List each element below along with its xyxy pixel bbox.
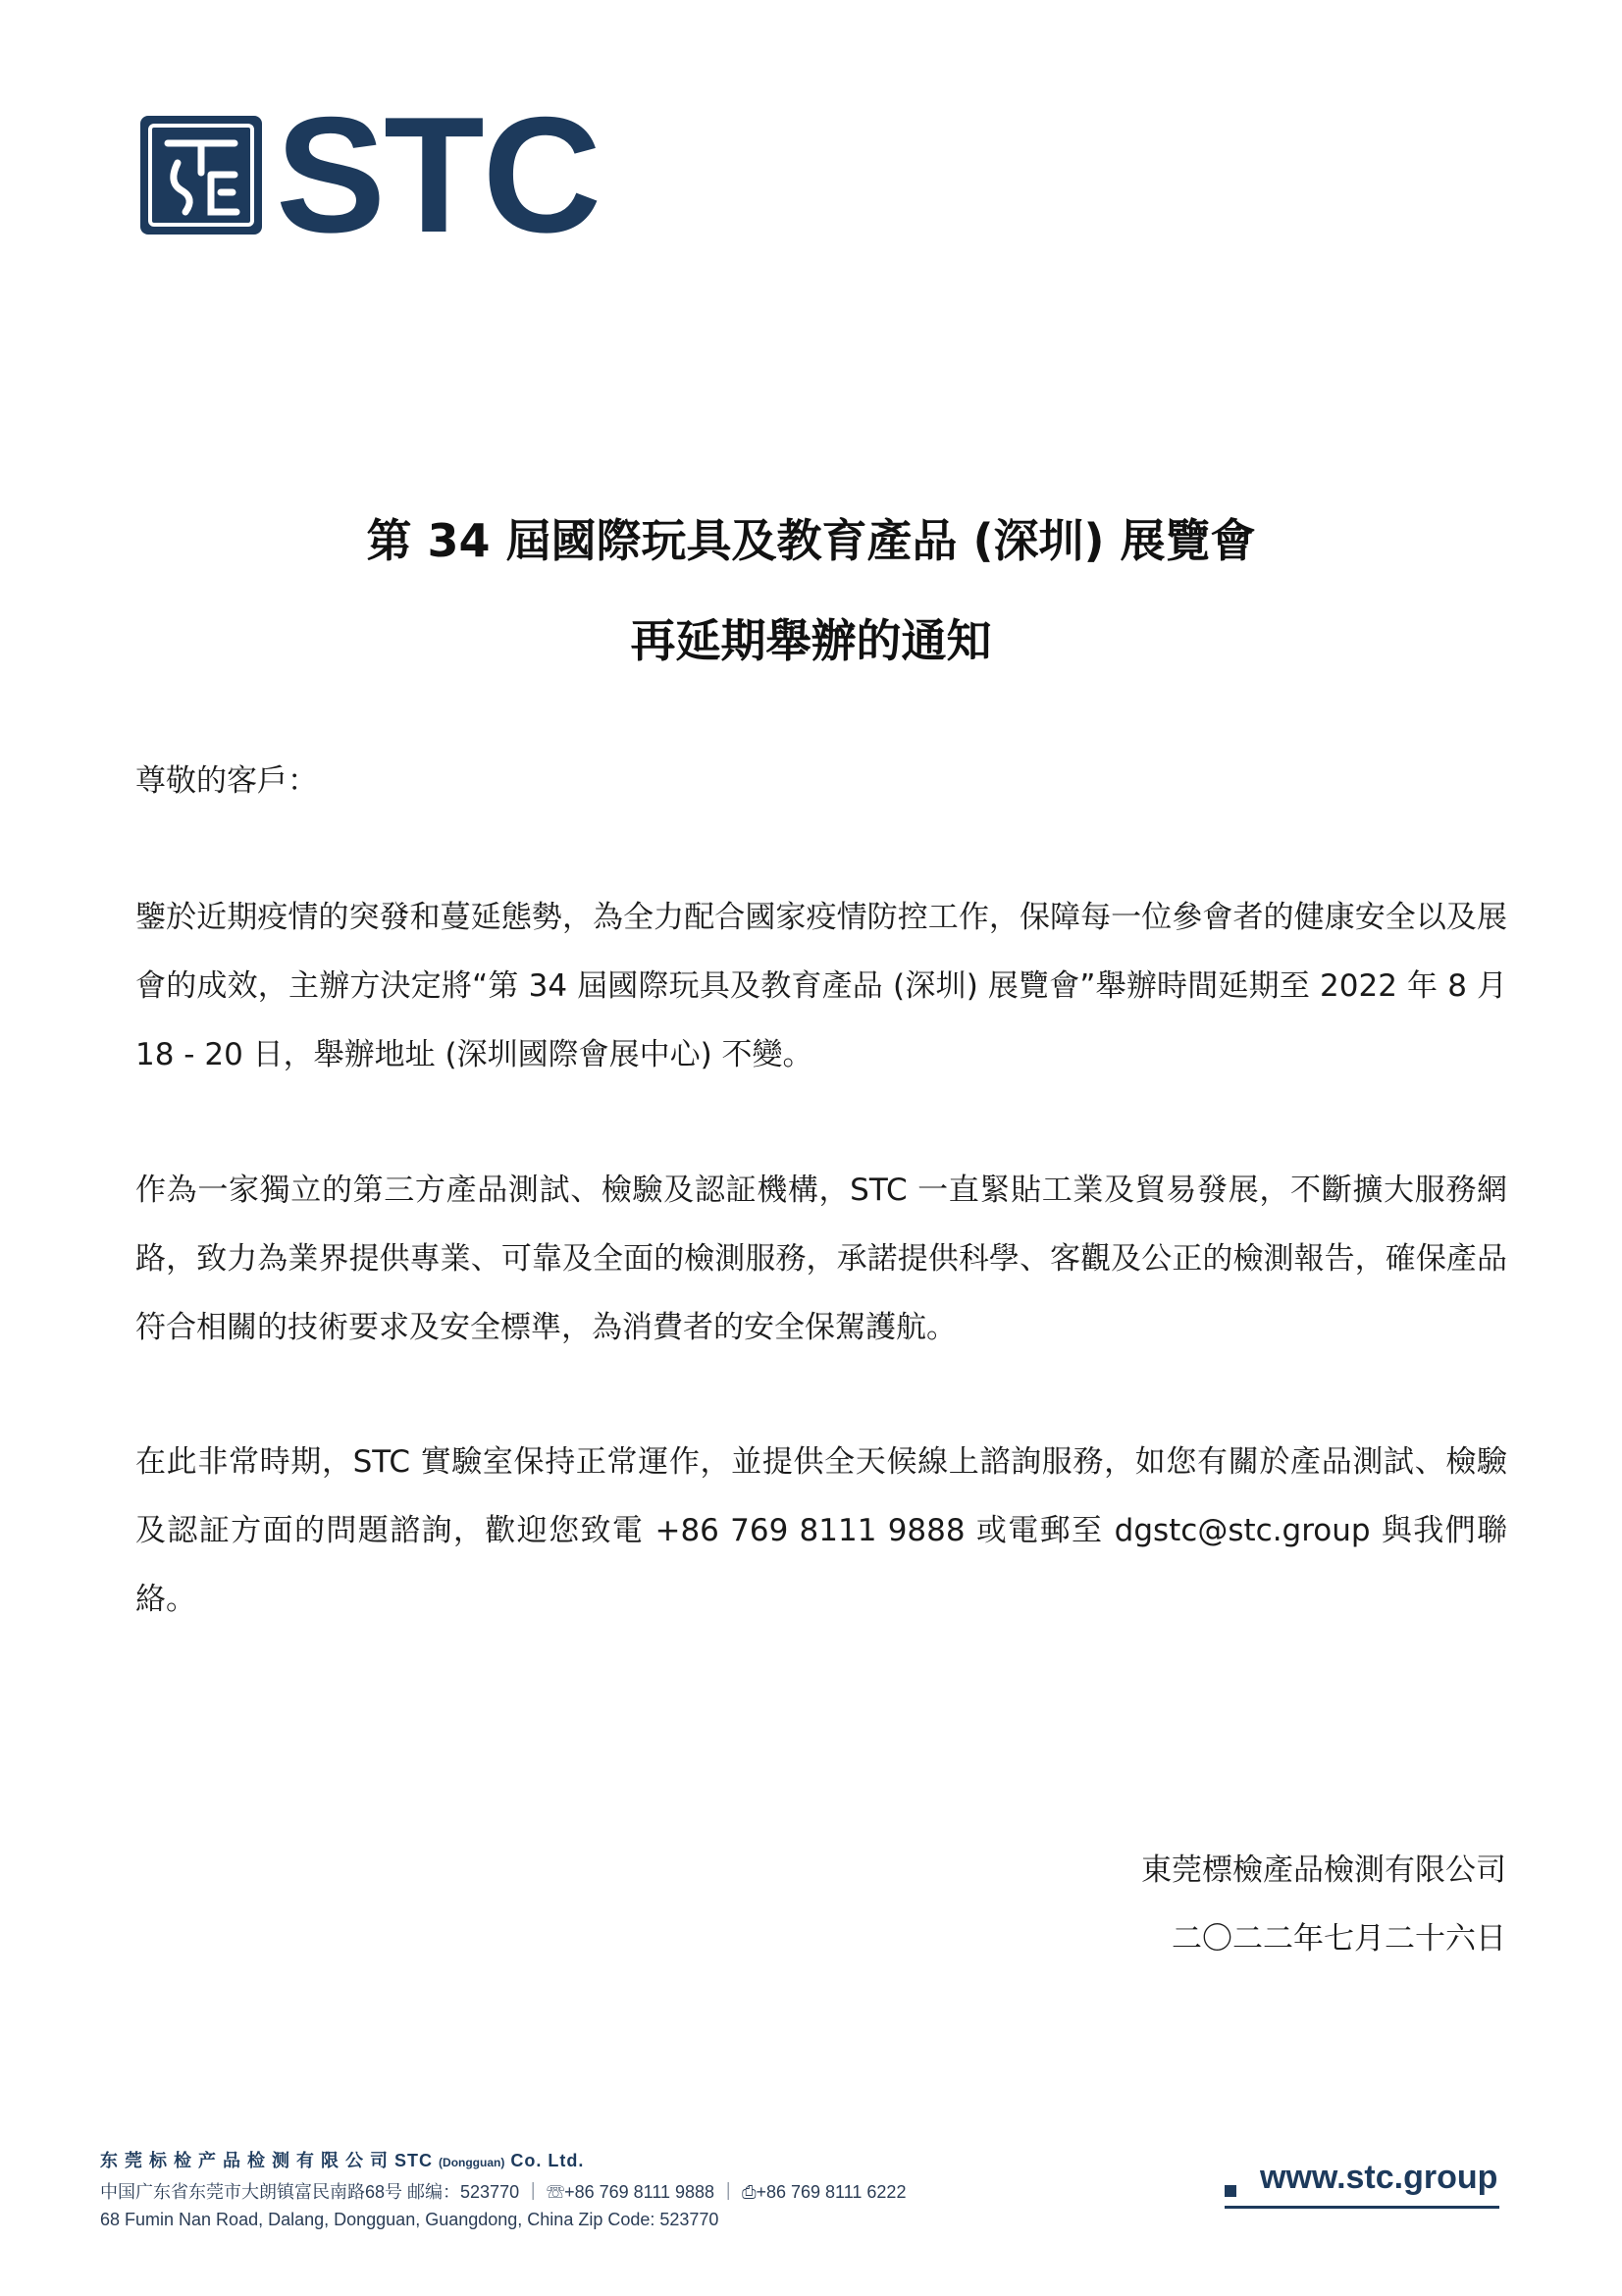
salutation: 尊敬的客戶： (135, 763, 318, 799)
notice-title: 第 34 屆國際玩具及教育產品 (深圳) 展覽會 (366, 514, 1256, 567)
notice-subtitle: 再延期舉辦的通知 (630, 614, 992, 667)
footer-company-cn: 东 莞 标 检 产 品 检 测 有 限 公 司 STC (100, 2151, 434, 2170)
footer-company-name (100, 2147, 906, 2172)
paragraph-postponement: 鑒於近期疫情的突發和蔓延態勢，為全力配合國家疫情防控工作，保障每一位參會者的健康安全以及展會的成效，主辦方決定將“第 34 屆國際玩具及教育產品 (深圳) 展覽會”舉辦時間延期至 2022 年 8 月 18 - 20 日，舉辦地址 (深圳國際會展中心) 不變。 (135, 900, 1507, 1072)
footer-address-block (100, 2147, 906, 2230)
signature-company: 東莞標檢產品檢測有限公司 (1141, 1852, 1506, 1888)
website-link[interactable]: www.stc.group (1260, 2159, 1498, 2196)
footer-address-en: 68 Fumin Nan Road, Dalang, Dongguan, Guangdong, China Zip Code: 523770 (100, 2210, 719, 2229)
paragraph-company-intro: 作為一家獨立的第三方產品測試、檢驗及認証機構，STC 一直緊貼工業及貿易發展，不斷擴大服務網路，致力為業界提供專業、可靠及全面的檢測服務，承諾提供科學、客觀及公正的檢測報告，確保產品符合相關的技術要求及安全標準，為消費者的安全保駕護航。 (135, 1173, 1507, 1345)
footer-divider (1225, 2206, 1499, 2209)
paragraph-contact: 在此非常時期，STC 實驗室保持正常運作，並提供全天候線上諮詢服務，如您有關於產品測試、檢驗及認証方面的問題諮詢，歡迎您致電 +86 769 8111 9888 或電郵至 dgstc@stc.group 與我們聯絡。 (135, 1444, 1507, 1617)
signature-date: 二〇二二年七月二十六日 (1172, 1921, 1506, 1957)
logo-wordmark: STC (276, 82, 600, 267)
footer-website[interactable] (1225, 2159, 1497, 2197)
footer-company-suffix: Co. Ltd. (510, 2151, 585, 2170)
footer-company-region: (Dongguan) (439, 2156, 505, 2169)
square-bullet-icon (1225, 2185, 1236, 2197)
stc-seal-icon (138, 114, 264, 236)
company-logo (138, 82, 600, 267)
footer-address-cn: 中国广东省东莞市大朗镇富民南路68号 邮编：523770 ｜ ☏+86 769 8111 9888 ｜ ⎙+86 769 8111 6222 (100, 2182, 907, 2202)
